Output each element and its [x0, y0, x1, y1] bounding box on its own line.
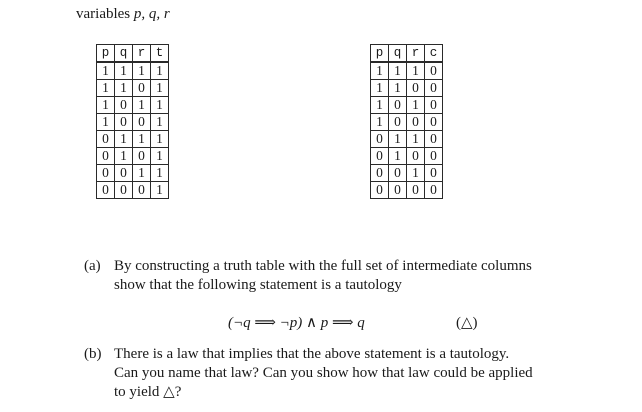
table-row	[371, 97, 443, 114]
truth-table-contradiction	[370, 44, 443, 199]
table-cell: 1	[371, 114, 389, 131]
table-cell: 0	[407, 182, 425, 199]
variables-heading	[76, 6, 170, 23]
part-b-label: (b)	[84, 346, 102, 362]
column-header: c	[425, 45, 443, 63]
part-a-text	[114, 257, 614, 295]
table-cell: 0	[133, 80, 151, 97]
column-header: p	[371, 45, 389, 63]
table-cell: 1	[115, 80, 133, 97]
table-row	[97, 148, 169, 165]
table-cell: 1	[133, 62, 151, 80]
table-cell: 1	[133, 165, 151, 182]
table-cell: 0	[425, 182, 443, 199]
table-header-row	[97, 45, 169, 63]
table-cell: 0	[425, 114, 443, 131]
table-cell: 0	[97, 148, 115, 165]
table-cell: 1	[97, 114, 115, 131]
table-cell: 0	[425, 165, 443, 182]
table-row	[371, 148, 443, 165]
table-cell: 0	[407, 148, 425, 165]
table-cell: 0	[389, 114, 407, 131]
table-cell: 0	[115, 97, 133, 114]
column-header: p	[97, 45, 115, 63]
table-cell: 0	[115, 114, 133, 131]
variables-list: p, q, r	[133, 6, 170, 22]
variables-heading-prefix: variables	[76, 6, 134, 22]
table-row	[371, 62, 443, 80]
table-cell: 1	[115, 148, 133, 165]
table-cell: 0	[425, 131, 443, 148]
table-row	[371, 80, 443, 97]
table-cell: 1	[389, 80, 407, 97]
table-cell: 0	[115, 182, 133, 199]
question-part-a	[84, 257, 642, 297]
table-cell: 0	[371, 131, 389, 148]
table-row	[371, 131, 443, 148]
table-cell: 1	[133, 97, 151, 114]
table-cell: 1	[407, 131, 425, 148]
table-cell: 0	[407, 80, 425, 97]
table-row	[97, 80, 169, 97]
formula-tag: (△)	[456, 315, 478, 331]
column-header: q	[389, 45, 407, 63]
table-cell: 0	[115, 165, 133, 182]
truth-table-tautology	[96, 44, 169, 199]
table-cell: 1	[371, 97, 389, 114]
table-cell: 0	[133, 182, 151, 199]
table-cell: 1	[389, 62, 407, 80]
part-a-line: By constructing a truth table with the full set of intermediate columns	[114, 258, 532, 274]
column-header: r	[133, 45, 151, 63]
table-cell: 0	[371, 148, 389, 165]
table-cell: 1	[371, 80, 389, 97]
table-cell: 1	[151, 165, 169, 182]
table-cell: 0	[425, 80, 443, 97]
table-cell: 0	[389, 182, 407, 199]
table-cell: 0	[407, 114, 425, 131]
table-cell: 0	[371, 165, 389, 182]
table-cell: 0	[425, 62, 443, 80]
table-cell: 1	[151, 114, 169, 131]
table-cell: 0	[389, 165, 407, 182]
question-part-b	[84, 345, 642, 407]
table-cell: 1	[97, 80, 115, 97]
table-cell: 1	[407, 165, 425, 182]
column-header: t	[151, 45, 169, 63]
part-a-line: show that the following statement is a tautology	[114, 277, 402, 293]
table-row	[371, 165, 443, 182]
table-row	[97, 62, 169, 80]
table-cell: 1	[371, 62, 389, 80]
table-cell: 1	[151, 131, 169, 148]
table-cell: 1	[115, 62, 133, 80]
part-b-line: There is a law that implies that the above statement is a tautology.	[114, 346, 510, 362]
part-b-line: to yield △?	[114, 384, 182, 400]
table-row	[97, 165, 169, 182]
table-cell: 0	[425, 148, 443, 165]
part-a-label: (a)	[84, 258, 101, 274]
formula-expression: (¬q ⟹ ¬p) ∧ p ⟹ q	[228, 315, 365, 331]
tautology-formula	[228, 313, 478, 332]
table-cell: 1	[389, 131, 407, 148]
table-cell: 1	[151, 62, 169, 80]
table-row	[371, 182, 443, 199]
table-cell: 1	[97, 62, 115, 80]
table-row	[97, 131, 169, 148]
table-row	[371, 114, 443, 131]
column-header: r	[407, 45, 425, 63]
table-cell: 1	[151, 97, 169, 114]
table-cell: 1	[151, 182, 169, 199]
table-cell: 0	[97, 182, 115, 199]
table-row	[97, 97, 169, 114]
table-cell: 0	[133, 148, 151, 165]
table-row	[97, 182, 169, 199]
table-cell: 0	[425, 97, 443, 114]
table-cell: 1	[97, 97, 115, 114]
table-cell: 0	[371, 182, 389, 199]
table-cell: 0	[97, 131, 115, 148]
part-b-text	[114, 345, 614, 402]
table-header-row	[371, 45, 443, 63]
table-cell: 0	[389, 97, 407, 114]
table-cell: 1	[115, 131, 133, 148]
table-cell: 0	[97, 165, 115, 182]
table-cell: 1	[151, 80, 169, 97]
table-cell: 1	[407, 97, 425, 114]
part-b-line: Can you name that law? Can you show how that law could be applied	[114, 365, 533, 381]
table-cell: 1	[133, 131, 151, 148]
table-row	[97, 114, 169, 131]
table-cell: 1	[389, 148, 407, 165]
table-cell: 1	[407, 62, 425, 80]
table-cell: 1	[151, 148, 169, 165]
column-header: q	[115, 45, 133, 63]
table-cell: 0	[133, 114, 151, 131]
